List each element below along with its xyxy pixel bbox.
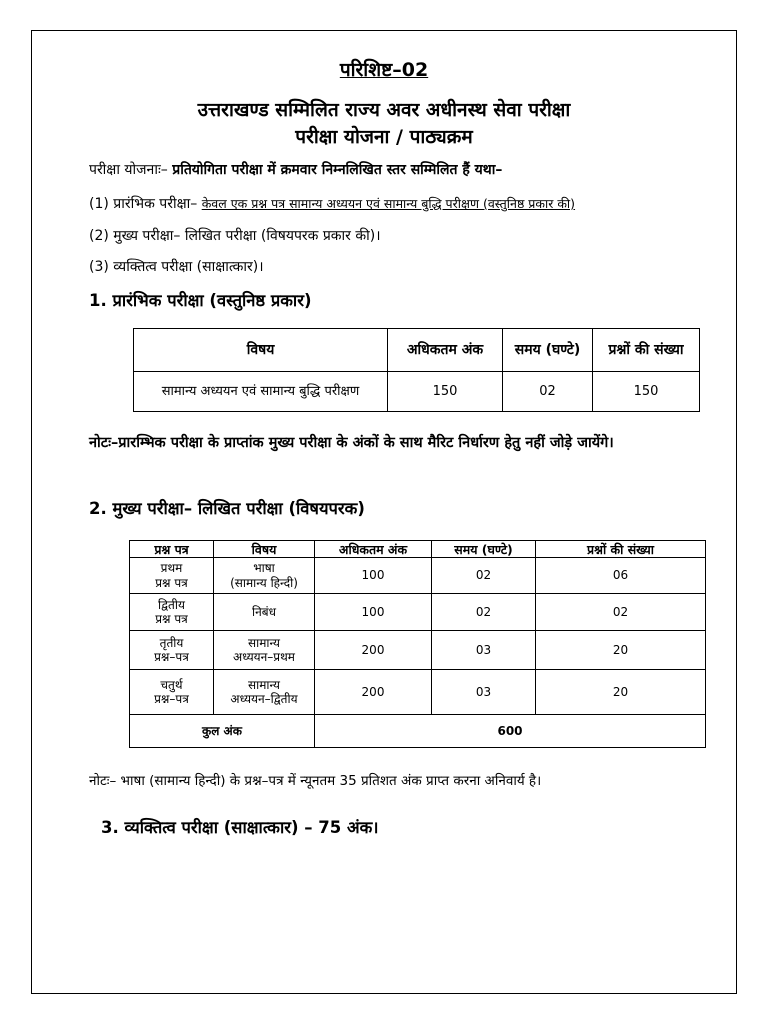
marks-cell: 200: [315, 670, 432, 715]
prelim-table: [133, 328, 700, 412]
mains-header-paper: प्रश्न पत्र: [130, 541, 214, 558]
total-value: 600: [315, 715, 706, 748]
paper-cell: द्वितीय प्रश्न पत्र: [130, 594, 214, 631]
stage-3: (3) व्यक्तित्व परीक्षा (साक्षात्कार)।: [89, 259, 264, 275]
stage-1-prefix: (1) प्रारंभिक परीक्षा–: [89, 196, 198, 212]
exam-title: उत्तराखण्ड सम्मिलित राज्य अवर अधीनस्थ सेवा परीक्षा: [197, 99, 571, 121]
subject-cell: सामान्य अध्ययन–प्रथम: [214, 631, 315, 670]
mains-header-marks: अधिकतम अंक: [315, 541, 432, 558]
time-cell: 03: [432, 670, 536, 715]
prelim-marks: 150: [388, 372, 503, 412]
prelim-header-subject: विषय: [134, 329, 388, 372]
paper-cell: चतुर्थ प्रश्न–पत्र: [130, 670, 214, 715]
mains-header-questions: प्रश्नों की संख्या: [536, 541, 706, 558]
paper-cell: प्रथम प्रश्न पत्र: [130, 558, 214, 594]
time-cell: 02: [432, 558, 536, 594]
appendix-title: परिशिष्ट–02: [339, 59, 429, 81]
stage-1: [89, 194, 575, 213]
scheme-line: [89, 160, 502, 179]
prelim-questions: 150: [593, 372, 700, 412]
stage-1-detail: केवल एक प्रश्न पत्र सामान्य अध्ययन एवं सामान्य बुद्धि परीक्षण (वस्तुनिष्ठ प्रकार की): [201, 196, 576, 211]
mains-header-subject: विषय: [214, 541, 315, 558]
section1-heading: 1. प्रारंभिक परीक्षा (वस्तुनिष्ठ प्रकार): [89, 291, 312, 310]
marks-cell: 100: [315, 594, 432, 631]
subject-cell: भाषा (सामान्य हिन्दी): [214, 558, 315, 594]
total-label: कुल अंक: [130, 715, 315, 748]
stage-2: (2) मुख्य परीक्षा– लिखित परीक्षा (विषयपरक प्रकार की)।: [89, 228, 381, 244]
time-cell: 02: [432, 594, 536, 631]
prelim-header-questions: प्रश्नों की संख्या: [593, 329, 700, 372]
table-row: [130, 594, 706, 631]
table-row: [134, 372, 700, 412]
prelim-header-time: समय (घण्टे): [503, 329, 593, 372]
subject-cell: सामान्य अध्ययन–द्वितीय: [214, 670, 315, 715]
table-row: [130, 558, 706, 594]
prelim-note: नोटः–प्रारम्भिक परीक्षा के प्राप्तांक मुख्य परीक्षा के अंकों के साथ मैरिट निर्धारण हेतु नहीं जोड़े जायेंगे।: [89, 435, 614, 451]
mains-header-time: समय (घण्टे): [432, 541, 536, 558]
scheme-label: परीक्षा योजनाः–: [89, 162, 168, 178]
questions-cell: 02: [536, 594, 706, 631]
prelim-subject: सामान्य अध्ययन एवं सामान्य बुद्धि परीक्षण: [134, 372, 388, 412]
marks-cell: 100: [315, 558, 432, 594]
questions-cell: 20: [536, 631, 706, 670]
section2-heading: 2. मुख्य परीक्षा– लिखित परीक्षा (विषयपरक): [89, 499, 365, 518]
paper-cell: तृतीय प्रश्न–पत्र: [130, 631, 214, 670]
scheme-text: प्रतियोगिता परीक्षा में क्रमवार निम्नलिखित स्तर सम्मिलित हैं यथा–: [172, 162, 503, 178]
section3-heading: 3. व्यक्तित्व परीक्षा (साक्षात्कार) – 75 अंक।: [101, 818, 379, 837]
marks-cell: 200: [315, 631, 432, 670]
prelim-time: 02: [503, 372, 593, 412]
time-cell: 03: [432, 631, 536, 670]
prelim-header-marks: अधिकतम अंक: [388, 329, 503, 372]
total-row: [130, 715, 706, 748]
subject-cell: निबंध: [214, 594, 315, 631]
mains-note: नोटः– भाषा (सामान्य हिन्दी) के प्रश्न–पत्र में न्यूनतम 35 प्रतिशत अंक प्राप्त करना अनिवार्य है।: [89, 773, 542, 789]
questions-cell: 06: [536, 558, 706, 594]
table-row: [130, 631, 706, 670]
table-row: [130, 670, 706, 715]
questions-cell: 20: [536, 670, 706, 715]
exam-subtitle: परीक्षा योजना / पाठ्यक्रम: [295, 126, 473, 148]
mains-table: [129, 540, 706, 748]
